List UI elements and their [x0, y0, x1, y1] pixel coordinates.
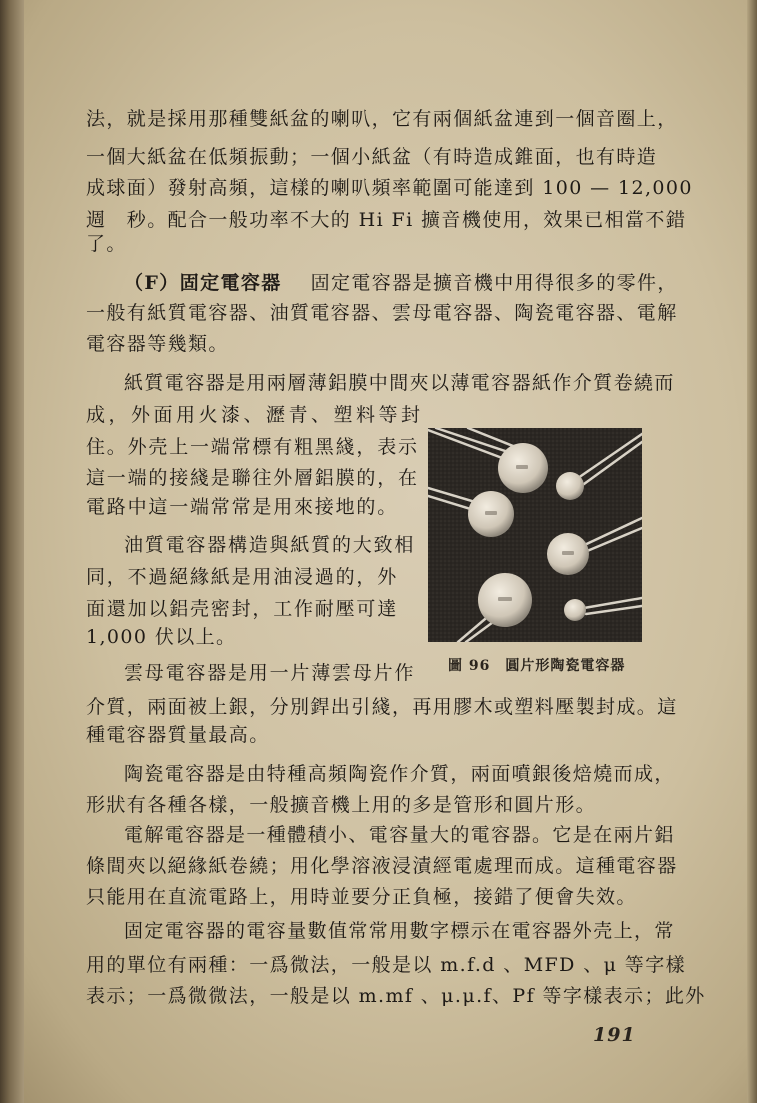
- text-line: 紙質電容器是用兩層薄鋁膜中間夾以薄電容器紙作介質卷繞而: [124, 372, 675, 394]
- text-line: 了。: [86, 233, 127, 255]
- section-heading: （F）固定電容器: [124, 272, 282, 294]
- text-line: 面還加以鋁壳密封，工作耐壓可達: [86, 598, 399, 620]
- text-line: 電解電容器是一種體積小、電容量大的電容器。它是在兩片鋁: [124, 824, 675, 846]
- page-edge-shadow: [747, 0, 757, 1103]
- text-line: 油質電容器構造與紙質的大致相: [124, 534, 416, 556]
- text-line: 用的單位有兩種：一爲微法，一般是以 m.f.d 、MFD 、μ 等字樣: [86, 954, 686, 976]
- text-line: 雲母電容器是用一片薄雲母片作: [124, 662, 416, 684]
- text-line: 表示；一爲微微法，一般是以 m.mf 、μ.μ.f、Pf 等字樣表示；此外: [86, 985, 706, 1007]
- text-line: 成球面）發射高頻，這樣的喇叭頻率範圍可能達到 100 — 12,000: [86, 177, 693, 199]
- ceramic-disc-capacitors-photo: [428, 428, 642, 642]
- text-line: 只能用在直流電路上，用時並要分正負極，接錯了便會失效。: [86, 886, 637, 908]
- page-number: 191: [593, 1024, 636, 1046]
- text-line: 同，不過絕緣紙是用油浸過的，外: [86, 566, 399, 588]
- text-line: 一個大紙盆在低頻振動；一個小紙盆（有時造成錐面，也有時造: [86, 146, 658, 168]
- section-heading-line: [124, 266, 678, 300]
- book-spine-shadow: [0, 0, 24, 1103]
- text-line: 一般有紙質電容器、油質電容器、雲母電容器、陶瓷電容器、電解: [86, 302, 678, 324]
- text-line: 法，就是採用那種雙紙盆的喇叭，它有兩個紙盆連到一個音圈上，: [86, 108, 678, 130]
- text-line: 成，外面用火漆、瀝青、塑料等封: [86, 404, 424, 426]
- text-line: 住。外壳上一端常標有粗黑綫，表示: [86, 436, 419, 458]
- text-line: 1,000 伏以上。: [86, 626, 237, 648]
- text-line: 電容器等幾類。: [86, 333, 229, 355]
- text-line: 固定電容器的電容量數值常常用數字標示在電容器外壳上，常: [124, 920, 675, 942]
- figure-caption: 圖 96 圓片形陶瓷電容器: [448, 658, 626, 674]
- text-line: 固定電容器是擴音機中用得很多的零件，: [310, 272, 678, 294]
- capacitor-illustration: [428, 428, 642, 642]
- text-line: 週 秒。配合一般功率不大的 Hi Fi 擴音機使用，效果已相當不錯: [86, 209, 687, 231]
- text-line: 種電容器質量最高。: [86, 724, 270, 746]
- text-line: 形狀有各種各樣，一般擴音機上用的多是管形和圓片形。: [86, 794, 597, 816]
- text-line: 陶瓷電容器是由特種高頻陶瓷作介質，兩面噴銀後焙燒而成，: [124, 763, 675, 785]
- text-line: 電路中這一端常常是用來接地的。: [86, 496, 399, 518]
- text-line: 這一端的接綫是聯往外層鋁膜的，在: [86, 467, 419, 489]
- text-line: 條間夾以絕緣紙卷繞；用化學溶液浸漬經電處理而成。這種電容器: [86, 855, 678, 877]
- text-line: 介質，兩面被上銀，分別銲出引綫，再用膠木或塑料壓製封成。這: [86, 696, 678, 718]
